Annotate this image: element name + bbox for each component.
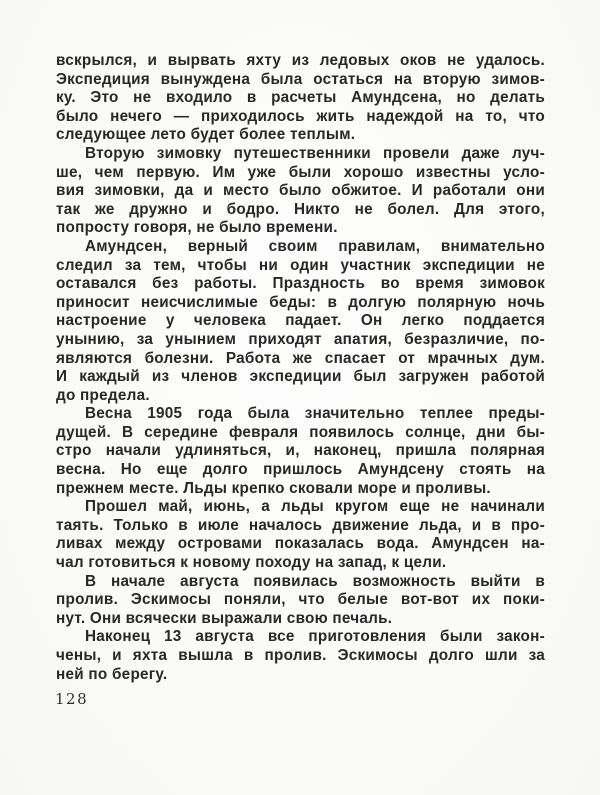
text-line: вия зимовки, да и место было обжитое. И работали они [56,182,545,200]
paragraph [56,573,545,629]
text-line: до предела. [56,386,150,404]
text-line: следующее лето будет более теплым. [56,126,356,144]
text-line: настроение у человека падает. Он легко поддается [56,312,545,330]
text-line: Наконец 13 августа все приготовления были закон- [85,628,545,646]
text-line: В начале августа появилась возможность выйти в [85,572,545,590]
paragraph [56,52,545,145]
text-line: ливах между островами показалась вода. Амундсен на- [56,535,545,553]
text-line: ше, чем первую. Им уже были хорошо известны усло- [56,163,545,181]
text-line: чены, и яхта вышла в пролив. Эскимосы долго шли за [56,647,545,664]
text-line: было нечего — приходилось жить надеждой на то, что [56,107,545,125]
paragraph [56,405,545,498]
text-line: весна. Но еще долго пришлось Амундсену стоять на [56,461,545,479]
paragraph [56,628,545,684]
text-line: дущей. В середине февраля появилось солнце, дни бы- [56,423,545,441]
text-line: унынию, за унынием приходят апатия, безразличие, по- [56,330,545,348]
paragraph [56,238,545,405]
text-line: Амундсен, верный своим правилам, внимательно [85,237,545,255]
text-line: чал готовиться к новому походу на запад, к цели. [56,554,447,572]
text-line: прежнем месте. Льды крепко сковали море и проливы. [56,479,491,497]
body-text [56,52,545,684]
text-line: пролив. Эскимосы поняли, что белые вот-вот их поки- [56,591,545,609]
text-line: оставался без работы. Праздность во время зимовок [56,275,545,293]
text-line: таять. Только в июле началось движение льда, и в про- [56,516,545,534]
text-line: ку. Это не входило в расчеты Амундсена, но делать [56,89,545,107]
text-line: вскрылся, и вырвать яхту из ледовых оков не удалось. [56,52,545,69]
text-line: следил за тем, чтобы ни один участник экспедиции не [56,256,545,274]
paragraph [56,498,545,572]
text-line: приносит неисчислимые беды: в долгую полярную ночь [56,293,545,311]
text-line: Прошел май, июнь, а льды кругом еще не начинали [85,498,545,516]
text-line: так же дружно и бодро. Никто не болел. Для этого, [56,200,545,218]
text-line: Весна 1905 года была значительно теплее преды- [85,405,545,423]
text-line: ней по берегу. [56,665,168,683]
text-line: являются болезни. Работа же спасает от мрачных дум. [56,349,545,367]
paragraph [56,145,545,238]
text-line: нут. Они всячески выражали свою печаль. [56,609,393,627]
text-line: стро начали удлиняться, и, наконец, пришла полярная [56,442,545,460]
text-line: И каждый из членов экспедиции был загружен работой [56,368,545,386]
text-line: Экспедиция вынуждена была остаться на вторую зимов- [56,70,545,88]
page-number: 128 [55,690,89,708]
text-line: Вторую зимовку путешественники провели даже луч- [85,144,545,162]
text-line: попросту говоря, не было времени. [56,219,338,237]
